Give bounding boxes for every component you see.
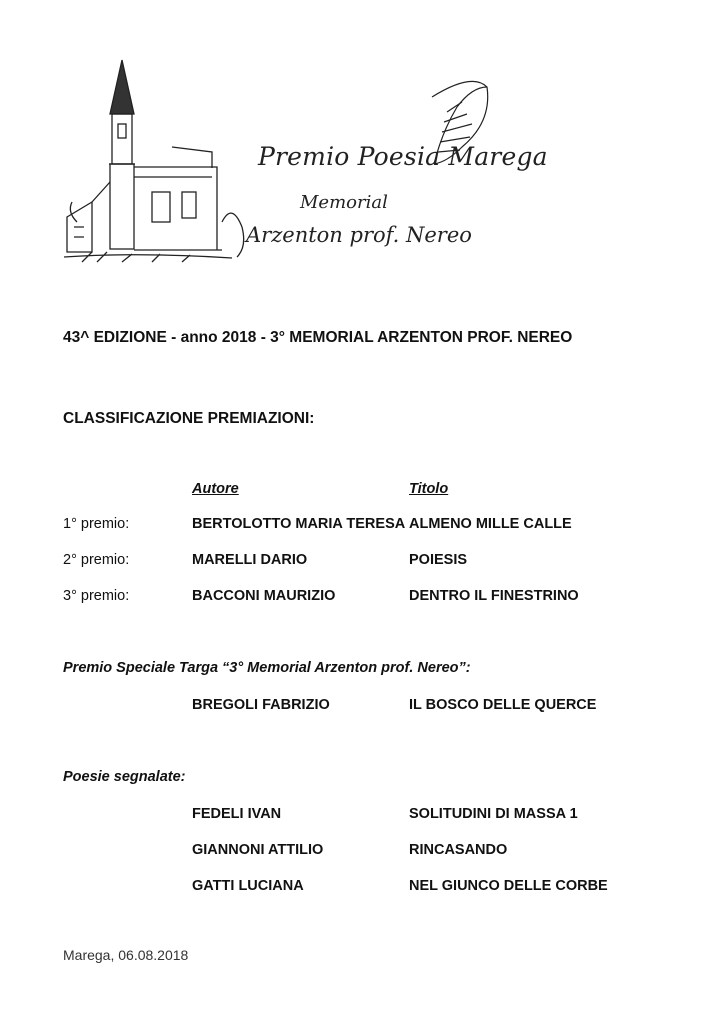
logo-subtitle-name: Arzenton prof. Nereo [246, 223, 472, 247]
classification-heading: CLASSIFICAZIONE PREMIAZIONI: [63, 410, 315, 427]
reported-title: NEL GIUNCO DELLE CORBE [409, 878, 608, 894]
prize-label: 3° premio: [63, 588, 130, 604]
reported-poems-label: Poesie segnalate: [63, 769, 186, 785]
reported-author: GATTI LUCIANA [192, 878, 304, 894]
prize-row [0, 588, 713, 610]
prize-row [0, 552, 713, 574]
prize-author: MARELLI DARIO [192, 552, 308, 568]
prize-title: ALMENO MILLE CALLE [409, 516, 572, 532]
title-header: Titolo [409, 481, 449, 497]
prize-label: 2° premio: [63, 552, 130, 568]
reported-title: RINCASANDO [409, 842, 508, 858]
reported-row [0, 806, 713, 828]
prize-author: BERTOLOTTO MARIA TERESA [192, 516, 406, 532]
reported-row [0, 842, 713, 864]
author-header: Autore [192, 481, 239, 497]
reported-author: GIANNONI ATTILIO [192, 842, 324, 858]
reported-row [0, 878, 713, 900]
logo-title: Premio Poesia Marega [258, 142, 548, 171]
prize-label: 1° premio: [63, 516, 130, 532]
special-prize-label: Premio Speciale Targa “3° Memorial Arzenton prof. Nereo”: [63, 660, 471, 676]
special-prize-title: IL BOSCO DELLE QUERCE [409, 697, 597, 713]
special-prize-author: BREGOLI FABRIZIO [192, 697, 330, 713]
prize-title: POIESIS [409, 552, 468, 568]
prize-author: BACCONI MAURIZIO [192, 588, 336, 604]
reported-title: SOLITUDINI DI MASSA 1 [409, 806, 578, 822]
prize-title: DENTRO IL FINESTRINO [409, 588, 579, 604]
prize-row [0, 516, 713, 538]
reported-author: FEDELI IVAN [192, 806, 282, 822]
footer-date: Marega, 06.08.2018 [63, 947, 189, 963]
table-header [0, 481, 713, 503]
edition-heading: 43^ EDIZIONE - anno 2018 - 3° MEMORIAL ARZENTON PROF. NEREO [63, 329, 573, 346]
special-prize-row [0, 697, 713, 719]
logo-subtitle-memorial: Memorial [300, 192, 388, 213]
logo [62, 52, 548, 272]
